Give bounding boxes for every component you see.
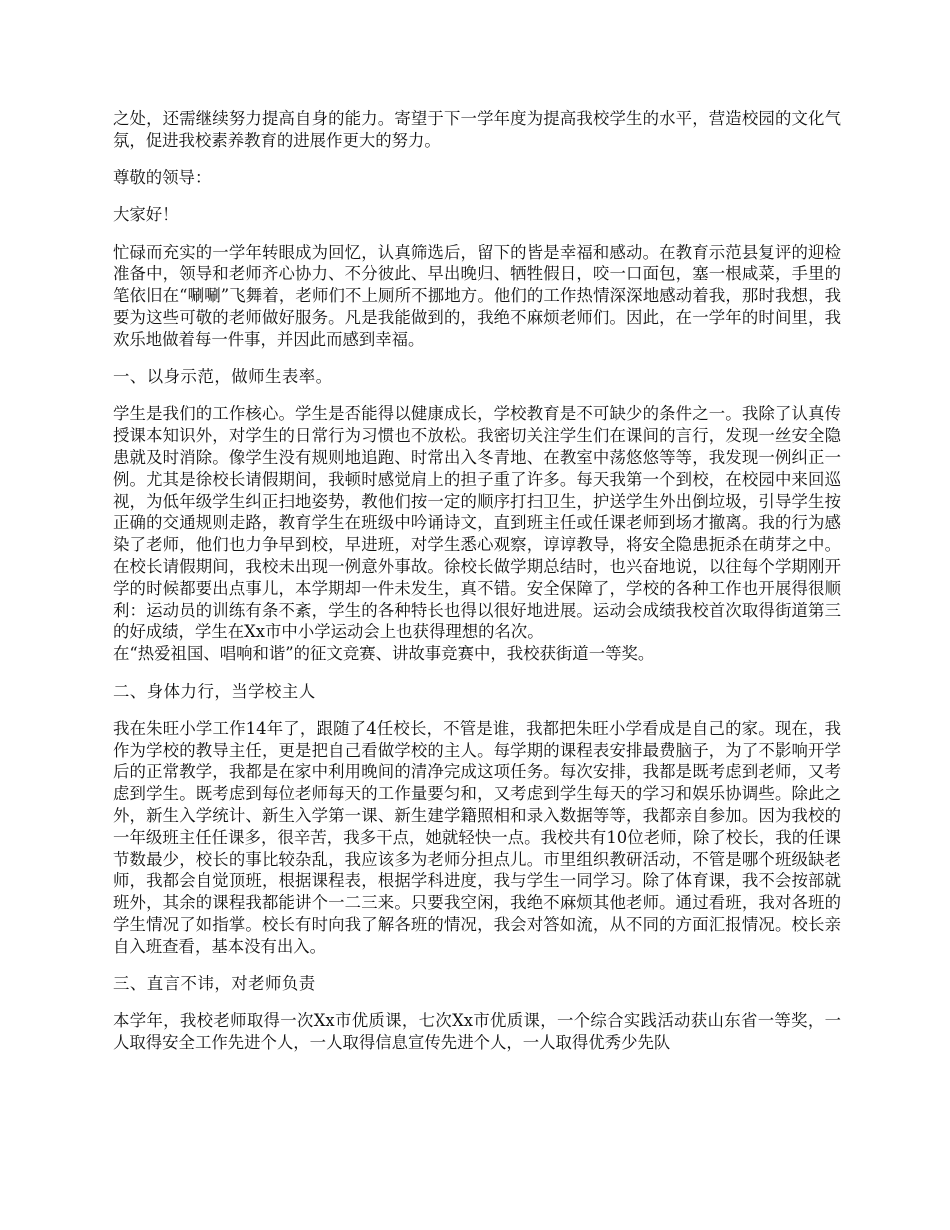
paragraph-section-1: 学生是我们的工作核心。学生是否能得以健康成长，学校教育是不可缺少的条件之一。我除了认真传授课本知识外，对学生的日常行为习惯也不放松。我密切关注学生们在课间的言行，发现一丝安全隐患就及时消除。像学生没有规则地追跑、时常出入冬青地、在教室中荡悠悠等等，我发现一例纠正一例。尤其是徐校长请假期间，我顿时感觉肩上的担子重了许多。每天我第一个到校，在校园中来回巡视，为低年级学生纠正扫地姿势，教他们按一定的顺序打扫卫生，护送学生外出倒垃圾，引导学生按正确的交通规则走路，教育学生在班级中吟诵诗文，直到班主任或任课老师到场才撤离。我的行为感染了老师，他们也力争早到校，早进班，对学生悉心观察，谆谆教导，将安全隐患扼杀在萌芽之中。在校长请假期间，我校未出现一例意外事故。徐校长做学期总结时，也兴奋地说，以往每个学期刚开学的时候都要出点事儿，本学期却一件未发生，真不错。安全保障了，学校的各种工作也开展得很顺利：运动员的训练有条不紊，学生的各种特长也得以很好地进展。运动会成绩我校首次取得街道第三的好成绩，学生在Xx市中小学运动会上也获得理想的名次。 [113, 404, 841, 642]
document-page [113, 108, 841, 1069]
paragraph-award: 在“热爱祖国、唱响和谐”的征文竞赛、讲故事竞赛中，我校获街道一等奖。 [113, 644, 655, 664]
paragraph-section-2: 我在朱旺小学工作14年了，跟随了4任校长，不管是谁，我都把朱旺小学看成是自己的家。现在，我作为学校的教导主任，更是把自己看做学校的主人。每学期的课程表安排最费脑子，为了不影响开学后的正常教学，我都是在家中利用晚间的清净完成这项任务。每次安排，我都是既考虑到老师，又考虑到学生。既考虑到每位老师每天的工作量要匀和，又考虑到学生每天的学习和娱乐协调些。除此之外，新生入学统计、新生入学第一课、新生建学籍照相和录入数据等等，我都亲自参加。因为我校的一年级班主任任课多，很辛苦，我多干点，她就轻快一点。我校共有10位老师，除了校长，我的任课节数最少，校长的事比较杂乱，我应该多为老师分担点儿。市里组织教研活动，不管是哪个班级缺老师，我都会自觉顶班，根据课程表，根据学科进度，我与学生一同学习。除了体育课，我不会按部就班外，其余的课程我都能讲个一二三来。只要我空闲，我绝不麻烦其他老师。通过看班，我对各班的学生情况了如指掌。校长有时向我了解各班的情况，我会对答如流，从不同的方面汇报情况。校长亲自入班查看，基本没有出入。 [113, 718, 841, 956]
paragraph-continuation: 之处，还需继续努力提高自身的能力。寄望于下一学年度为提高我校学生的水平，营造校园的文化气氛，促进我校素养教育的进展作更大的努力。 [113, 109, 841, 150]
paragraph-intro: 忙碌而充实的一学年转眼成为回忆，认真筛选后，留下的皆是幸福和感动。在教育示范县复评的迎检准备中，领导和老师齐心协力、不分彼此、早出晚归、牺牲假日，咬一口面包，塞一根咸菜，手里的笔依旧在“唰唰”飞舞着，老师们不上厕所不挪地方。他们的工作热情深深地感动着我，那时我想，我要为这些可敬的老师做好服务。凡是我能做到的，我绝不麻烦老师们。因此，在一学年的时间里，我欢乐地做着每一件事，并因此而感到幸福。 [113, 242, 841, 349]
salutation: 尊敬的领导： [113, 168, 212, 188]
section-heading-2: 二、身体力行，当学校主人 [113, 681, 316, 701]
section-heading-3: 三、直言不讳，对老师负责 [113, 974, 316, 994]
greeting: 大家好！ [113, 205, 179, 225]
section-heading-1: 一、以身示范，做师生表率。 [113, 367, 333, 387]
paragraph-section-3: 本学年，我校老师取得一次Xx市优质课，七次Xx市优质课，一个综合实践活动获山东省一等奖，一人取得安全工作先进个人，一人取得信息宣传先进个人，一人取得优秀少先队 [113, 1011, 841, 1053]
